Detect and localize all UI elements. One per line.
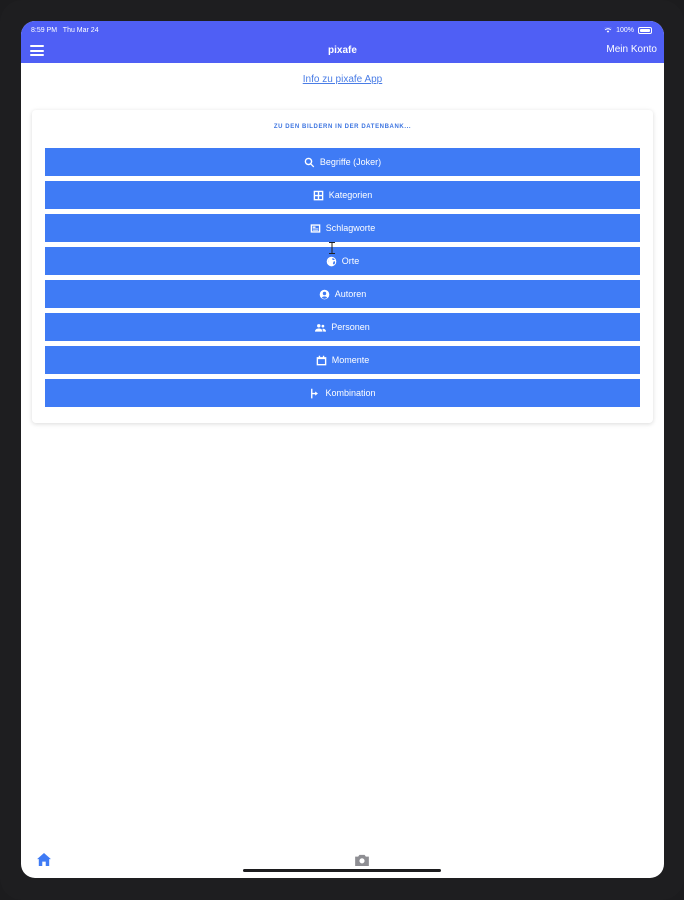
tag-icon — [310, 223, 321, 234]
button-label: Kategorien — [328, 190, 373, 200]
category-icon — [313, 190, 324, 201]
button-label: Autoren — [334, 289, 367, 299]
home-indicator — [243, 869, 441, 872]
camera-icon[interactable] — [355, 854, 369, 866]
user-icon — [319, 289, 330, 300]
combination-icon — [309, 388, 320, 399]
account-button[interactable]: Mein Konto — [606, 44, 657, 55]
status-left — [31, 27, 99, 34]
calendar-icon — [316, 355, 327, 366]
button-label: Schlagworte — [325, 223, 376, 233]
top-bar — [21, 21, 664, 63]
globe-icon — [326, 256, 337, 267]
status-bar — [31, 25, 652, 35]
combination-button[interactable] — [45, 379, 640, 407]
categories-button[interactable] — [45, 181, 640, 209]
status-time: 8:59 PM — [31, 26, 58, 34]
screen — [21, 21, 664, 878]
app-title: pixafe — [328, 45, 357, 56]
people-icon — [315, 322, 326, 333]
tags-button[interactable] — [45, 214, 640, 242]
button-label: Kombination — [325, 388, 376, 398]
wifi-icon — [604, 27, 612, 33]
info-link[interactable]: Info zu pixafe App — [302, 74, 383, 85]
button-label: Orte — [341, 256, 360, 266]
keywords-joker-button[interactable] — [45, 148, 640, 176]
persons-button[interactable] — [45, 313, 640, 341]
card-title: ZU DEN BILDERN IN DER DATENBANK... — [273, 124, 412, 130]
text-cursor-icon — [329, 242, 335, 254]
moments-button[interactable] — [45, 346, 640, 374]
home-icon[interactable] — [37, 853, 51, 866]
battery-icon — [638, 27, 652, 34]
places-button[interactable] — [45, 247, 640, 275]
battery-percent: 100% — [616, 26, 634, 34]
nav-row — [21, 41, 664, 61]
button-label: Begriffe (Joker) — [319, 157, 382, 167]
search-icon — [304, 157, 315, 168]
authors-button[interactable] — [45, 280, 640, 308]
button-label: Personen — [331, 322, 370, 332]
status-right — [604, 27, 652, 34]
status-date: Thu Mar 24 — [62, 26, 99, 34]
button-label: Momente — [331, 355, 370, 365]
search-card — [32, 110, 653, 423]
